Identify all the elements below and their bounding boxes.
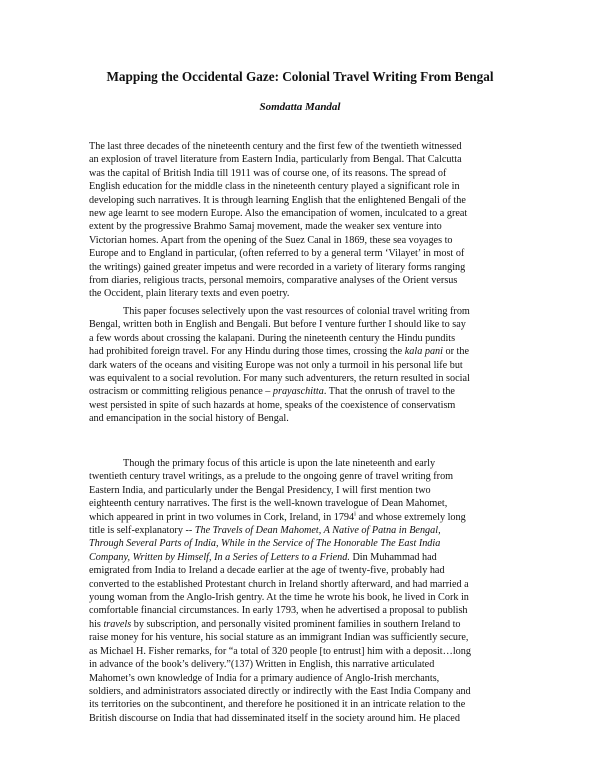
text-run: by subscription, and personally visited prominent families in southern Ireland to	[131, 618, 461, 630]
text-line: was equivalent to a social revolution. For many such adventurers, the return resulted in social	[89, 373, 470, 385]
text-line: Mahomet’s own knowledge of India for a primary audience of Anglo-Irish merchants,	[89, 672, 440, 684]
text-line: dark waters of the oceans and visiting Europe was not only a turmoil in his personal life but	[89, 359, 463, 371]
italic-book-title: The Travels of Dean Mahomet, A Native of Patna in Bengal,	[194, 525, 441, 537]
italic-term: travels	[103, 618, 132, 630]
text-line: the Occident, plain literary texts and even poetry.	[89, 288, 290, 300]
text-line: extent by the progressive Brahmo Samaj movement, made the weaker sex venture into	[89, 221, 442, 233]
text-line: a few words about crossing the kalapani. During the nineteenth century the Hindu pundits	[89, 332, 456, 344]
text-line: as Michael H. Fisher remarks, for “a total of 320 people [to entrust] him with a deposit…long	[89, 645, 471, 657]
text-line: British discourse on India that had disseminated itself in the society around him. He placed	[89, 712, 460, 724]
text-line: the writings) gained greater impetus and were recorded in a variety of literary forms ranging	[89, 261, 466, 273]
text-run: his	[89, 618, 104, 630]
text-line	[89, 618, 512, 631]
text-run: Din Muhammad had	[349, 551, 437, 563]
italic-term: prayaschitta	[272, 386, 324, 398]
footnote-marker[interactable]: i	[354, 510, 356, 518]
text-run: . That the onrush of travel to the	[323, 386, 455, 398]
text-line: new age learnt to see modern Europe. Also the emancipation of women, inculcated to a great	[89, 208, 468, 220]
text-run: title is self-explanatory --	[89, 525, 195, 537]
text-run: ostracism or committing religious penance –	[89, 386, 273, 398]
text-line: raise money for his venture, his social stature as an immigrant Indian was sufficiently secure,	[89, 632, 469, 644]
text-line: Eastern India, and particularly under the Bengal Presidency, I will first mention two	[89, 484, 431, 496]
text-line	[89, 537, 512, 550]
author-name: Somdatta Mandal	[259, 101, 341, 113]
paragraph-3	[89, 457, 512, 725]
text-run: or the	[442, 346, 469, 358]
text-line: twentieth century travel writings, as a prelude to the ongoing genre of travel writing from	[89, 471, 454, 483]
text-line: developing such narratives. It is through learning English that the enlightened Bengali of the	[89, 194, 466, 206]
text-line	[89, 551, 512, 564]
text-line: an explosion of travel literature from Eastern India, particularly from Bengal. That Calcutta	[89, 154, 462, 166]
text-line: converted to the established Protestant church in Ireland shortly afterward, and had married a	[89, 578, 469, 590]
text-line: west persisted in spite of such hazards at home, speaks of the coexistence of conservatism	[89, 399, 456, 411]
text-run: and whose extremely long	[355, 511, 466, 523]
text-line: Though the primary focus of this article is upon the late nineteenth and early	[123, 458, 436, 469]
text-line	[89, 524, 512, 537]
text-line: English education for the middle class in the nineteenth century played a significant role in	[89, 181, 460, 193]
text-line: soldiers, and administrators associated directly or indirectly with the East India Company and	[89, 685, 471, 697]
text-line	[89, 511, 512, 524]
italic-book-title: Through Several Parts of India, While in the Service of The Honorable The East India	[89, 538, 441, 550]
text-line: was the capital of British India till 1911 was of course one, of its reasons. The spread of	[89, 167, 447, 179]
text-run: had prohibited foreign travel. For any Hindu during those times, crossing the	[89, 346, 405, 358]
text-line: Bengal, written both in English and Bengali. But before I venture further I should like to say	[89, 319, 466, 331]
text-line: young woman from the Anglo-Irish gentry. At the time he wrote his book, he lived in Cork in	[89, 592, 469, 604]
text-line: and emancipation in the social history of Bengal.	[89, 413, 289, 425]
text-line: comfortable financial circumstances. In early 1793, when he advertised a proposal to publish	[89, 605, 468, 617]
text-line: emigrated from India to Ireland a decade earlier at the age of twenty-five, probably had	[89, 565, 445, 577]
text-line: its territories on the subcontinent, and therefore he positioned it in an intricate relation to the	[89, 699, 466, 711]
paragraph-1	[89, 140, 512, 301]
text-line: from diaries, religious tracts, personal memoirs, comparative analyses of the Orient versus	[89, 275, 458, 287]
text-line: This paper focuses selectively upon the vast resources of colonial travel writing from	[123, 306, 470, 317]
text-line: eighteenth century narratives. The first is the well-known travelogue of Dean Mahomet,	[89, 498, 448, 510]
paper-title: Mapping the Occidental Gaze: Colonial Travel Writing From Bengal	[106, 69, 494, 84]
text-line	[89, 385, 512, 398]
text-line: The last three decades of the nineteenth century and the first few of the twentieth witnessed	[89, 141, 462, 152]
text-run: which appeared in print in two volumes in Cork, Ireland, in 1794	[89, 511, 355, 523]
paragraph-2	[89, 305, 512, 426]
italic-term: kala pani	[404, 346, 443, 358]
text-line: Victorian homes. Apart from the opening of the Suez Canal in 1869, these sea voyages to	[89, 234, 453, 246]
text-line	[89, 345, 512, 358]
italic-book-title: Company, Written by Himself, In a Series of Letters to a Friend.	[89, 551, 350, 563]
text-line: Europe and to England in particular, (often referred to by a general term ‘Vilayet’ in most of	[89, 248, 465, 260]
text-line: in advance of the book’s delivery.”(137) Written in English, this narrative articulated	[89, 659, 435, 671]
